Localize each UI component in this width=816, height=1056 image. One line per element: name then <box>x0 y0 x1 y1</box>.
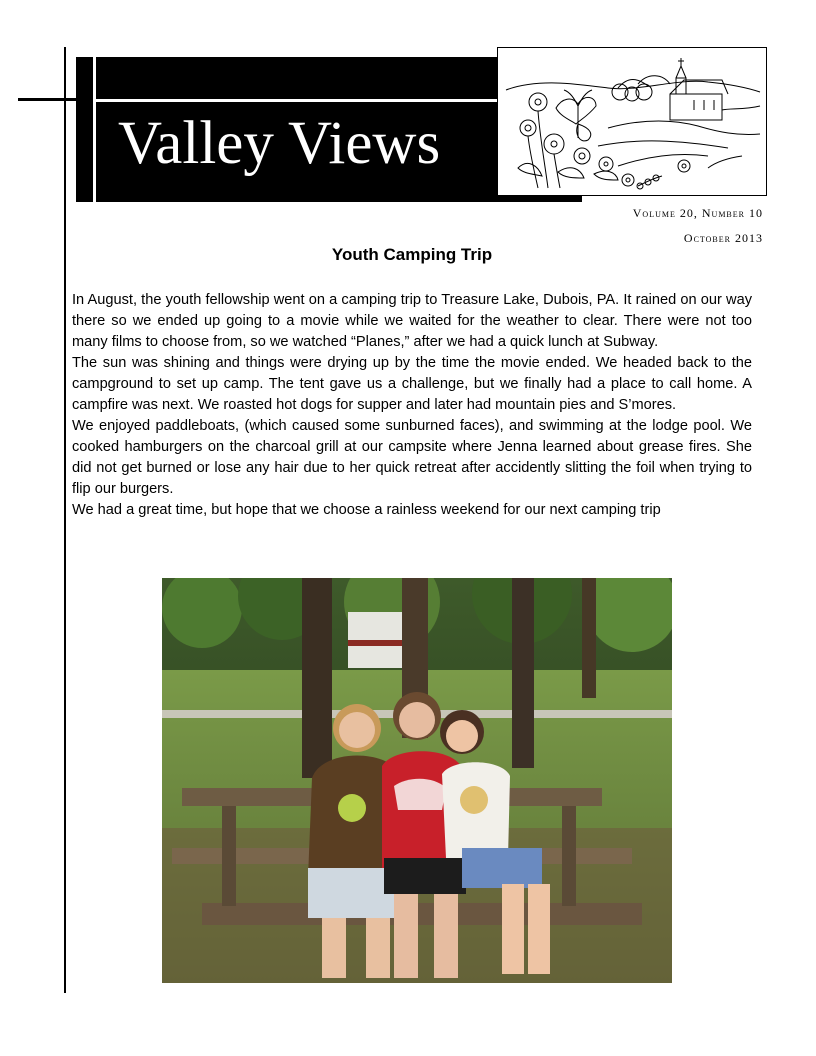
article-paragraph: We had a great time, but hope that we choose a rainless weekend for our next camping trip <box>72 502 661 518</box>
article-paragraph: In August, the youth fellowship went on a camping trip to Treasure Lake, Dubois, PA. It rained on our way there so we ended up going to a movie while we waited for the weather to clear. There were not too many films to choose from, so we watched “Planes,” after we had a quick lunch at Subway. <box>72 292 752 350</box>
margin-horizontal-rule <box>18 98 76 101</box>
article-body <box>72 290 752 521</box>
church-flowers-butterfly-icon <box>498 48 766 195</box>
article-paragraph: The sun was shining and things were drying up by the time the movie ended. We headed back to the campground to set up camp. The tent gave us a challenge, but we finally had a place to call home. A campfire was next. We roasted hot dogs for supper and later had mountain pies and S’mores. <box>72 355 752 413</box>
margin-vertical-rule <box>64 47 66 993</box>
logo-illustration <box>497 47 767 196</box>
campsite-photo-icon <box>162 578 672 983</box>
article-paragraph: We enjoyed paddleboats, (which caused some sunburned faces), and swimming at the lodge pool. We cooked hamburgers on the charcoal grill at our campsite where Jenna learned about grease fires. She did not get burned or lose any hair due to her quick retreat after accidently slitting the foil when trying to flip our burgers. <box>72 418 752 497</box>
campsite-photo <box>162 578 672 983</box>
article-headline: Youth Camping Trip <box>331 245 493 264</box>
issue-date: October 2013 <box>683 231 763 245</box>
newsletter-title: Valley Views <box>118 110 441 177</box>
volume-number: Volume 20, Number 10 <box>632 206 763 220</box>
banner-vertical-rule <box>93 57 96 202</box>
